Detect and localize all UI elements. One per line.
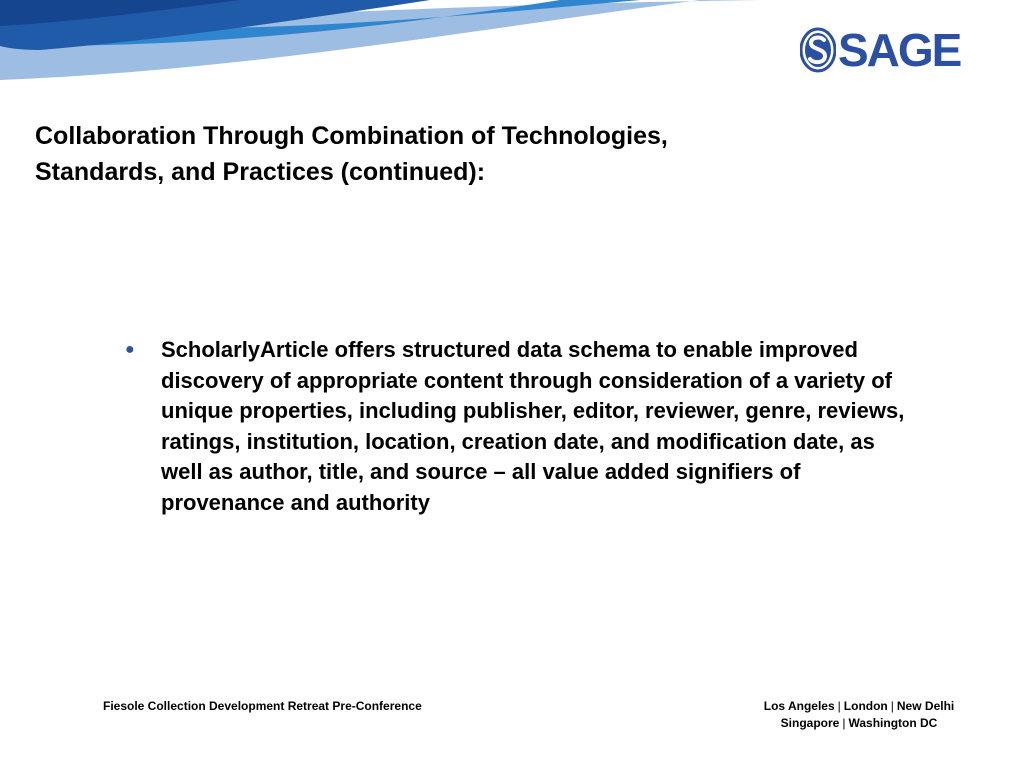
- bullet-text: ScholarlyArticle offers structured data schema to enable improved discovery of appropriate content through consideration of a variety of unique properties, including publisher, editor, reviewer, genre, reviews, ratings, institution, location, creation date, and modification date, as well as author, title, and source – all value added signifiers of provenance and authority: [161, 337, 905, 515]
- sage-logo-text: SAGE: [838, 24, 961, 76]
- bullet-list: [125, 335, 905, 518]
- city-separator: |: [842, 716, 846, 730]
- footer-cities: [720, 698, 998, 732]
- city-separator: |: [890, 699, 894, 713]
- city: Washington DC: [848, 716, 938, 730]
- bullet-dot-icon: ●: [125, 341, 135, 358]
- city: New Delhi: [896, 699, 955, 713]
- slide-title: [35, 118, 935, 190]
- sage-logo-mark-icon: [800, 27, 836, 73]
- city: London: [843, 699, 888, 713]
- slide-title-line-1: Collaboration Through Combination of Technologies,: [35, 122, 668, 150]
- slide-title-line-2: Standards, and Practices (continued):: [35, 158, 486, 186]
- header-swoosh-graphic: [0, 0, 760, 90]
- bullet-item: [125, 335, 905, 518]
- city-separator: |: [837, 699, 841, 713]
- footer-event-name: Fiesole Collection Development Retreat Pre-Conference: [103, 699, 422, 713]
- city: Singapore: [780, 716, 840, 730]
- city: Los Angeles: [763, 699, 835, 713]
- footer-cities-line-1: [720, 698, 998, 715]
- footer-cities-line-2: [720, 715, 998, 732]
- sage-logo: [800, 24, 960, 76]
